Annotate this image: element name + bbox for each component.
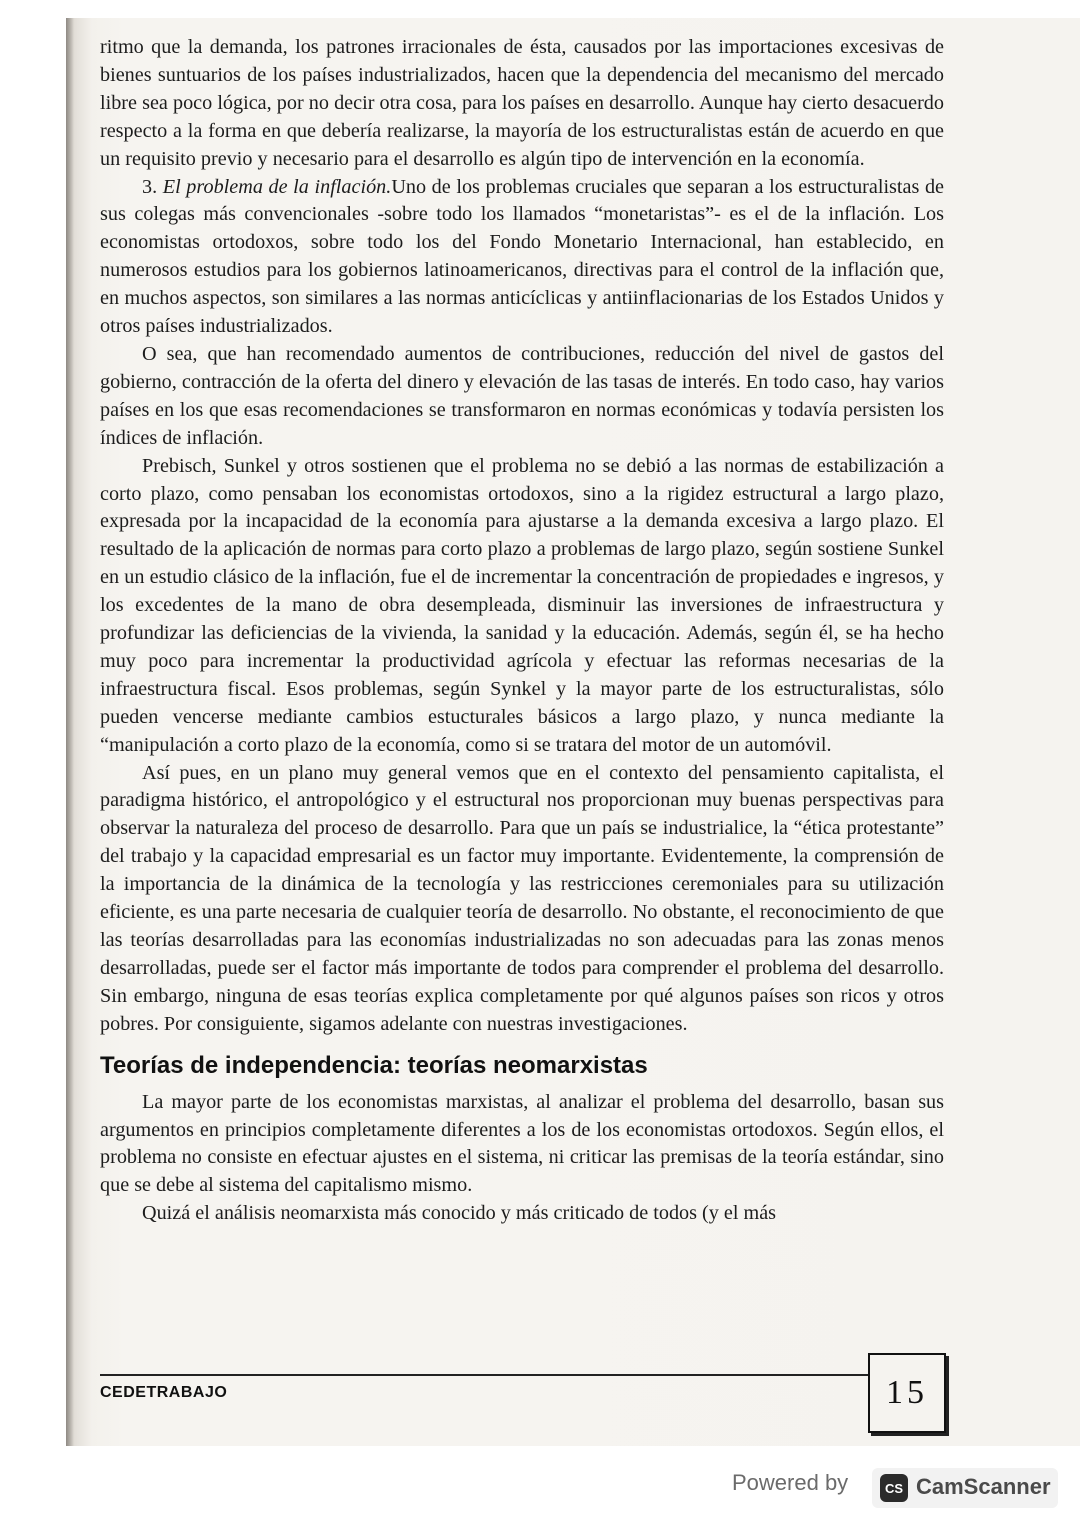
paragraph: Prebisch, Sunkel y otros sostienen que el problema no se debió a las normas de estabilización a corto plazo, como pensaban los economistas ortodoxos, sino a la rigidez estructural a largo plazo, expresada por la incapacidad de la economía para ajustarse a la demanda excesiva a largo plazo. El resultado de la aplicación de normas para corto plazo a problemas de largo plazo, según sostiene Sunkel en un estudio clásico de la inflación, fue el de incrementar la concentración de propiedades e ingresos, y los excedentes de la mano de obra desempleada, disminuir las inversiones de infraestructura y profundizar las deficiencias de la vivienda, la sanidad y la educación. Además, según él, se ha hecho muy poco para incrementar la productividad agrícola y efectuar las reformas necesarias de la infraestructura fiscal. Esos problemas, según Synkel y la mayor parte de los estructuralistas, sólo pueden vencerse mediante cambios estucturales básicos a largo plazo, y nunca mediante la “manipulación a corto plazo de la economía, como si se tratara del motor de un automóvil. xyxy=(100,454,944,756)
paragraph: La mayor parte de los economistas marxistas, al analizar el problema del desarrollo, basan sus argumentos en principios completamente diferentes a los de los economistas ortodoxos. Según ellos, el problema no consiste en efectuar ajustes en el sistema, ni criticar las premisas de la teoría estándar, sino que se debe al sistema del capitalismo mismo. xyxy=(100,1090,944,1197)
paragraph: Así pues, en un plano muy general vemos que en el contexto del pensamiento capitalista, el paradigma histórico, el antropológico y el estructural nos proporcionan muy buenas perspectivas para observar la naturaleza del proceso de desarrollo. Para que un país se industrialice, la “ética protestante” del trabajo y la capacidad empresarial es un factor muy importante. Evidentemente, la comprensión de la importancia de la dinámica de la tecnología y las restricciones ceremoniales para su utilización eficiente, es una parte necesaria de cualquier teoría de desarrollo. No obstante, el reconocimiento de que las teorías desarrolladas para las economías industrializadas no son adecuadas para las zonas menos desarrolladas, puede ser el factor más importante de todos para comprender el problema del desarrollo. Sin embargo, ninguna de esas teorías explica completamente por qué algunos países son ricos y otros pobres. Por consiguiente, sigamos adelante con nuestras investigaciones. xyxy=(100,761,944,1035)
paragraph-continuation: ritmo que la demanda, los patrones irracionales de ésta, causados por las importaciones excesivas de bienes suntuarios de los países industrializados, hacen que la dependencia del mecanismo del mercado libre sea poco lógica, por no decir otra cosa, para los países en desarrollo. Aunque hay cierto desacuerdo respecto a la forma en que debería realizarse, la mayoría de los estructuralistas están de acuerdo en que un requisito previo y necesario para el desarrollo es algún tipo de intervención en la economía. xyxy=(100,36,944,170)
camscanner-icon: CS xyxy=(880,1474,908,1502)
page-binding-shadow xyxy=(66,18,74,1446)
paragraph: Quizá el análisis neomarxista más conocido y más criticado de todos (y el más xyxy=(142,1202,777,1225)
powered-by-label: Powered by xyxy=(732,1470,849,1495)
point-text: Uno de los problemas cruciales que separan a los estructuralistas de sus colegas más convencionales -sobre todo los llamados “monetaristas”- es el de la inflación. Los economistas ortodoxos, sobre todo los del Fondo Monetario Internacional, han establecido, en numerosos estudios para los gobiernos latinoamericanos, directivas para el control de la inflación que, en muchos aspectos, son similares a las normas anticíclicas y antiinflacionarias de los Estados Unidos y otros países industrializados. xyxy=(100,175,944,338)
paragraph-point-3 xyxy=(100,174,944,341)
page-number: 15 xyxy=(868,1353,946,1433)
point-title: El problema de la inflación. xyxy=(162,175,392,198)
point-number: 3. xyxy=(142,175,158,198)
camscanner-name: CamScanner xyxy=(916,1474,1051,1499)
page-body xyxy=(100,34,944,1228)
paragraph: O sea, que han recomendado aumentos de contribuciones, reducción del nivel de gastos del gobierno, contracción de la oferta del dinero y elevación de las tasas de interés. En todo caso, hay varios países en los que esas recomendaciones se transformaron en normas económicas y todavía persisten los índices de inflación. xyxy=(100,342,944,449)
footer-rule xyxy=(100,1374,870,1376)
footer-brand: CEDETRABAJO xyxy=(100,1384,228,1401)
section-heading: Teorías de independencia: teorías neomarxistas xyxy=(100,1051,648,1079)
